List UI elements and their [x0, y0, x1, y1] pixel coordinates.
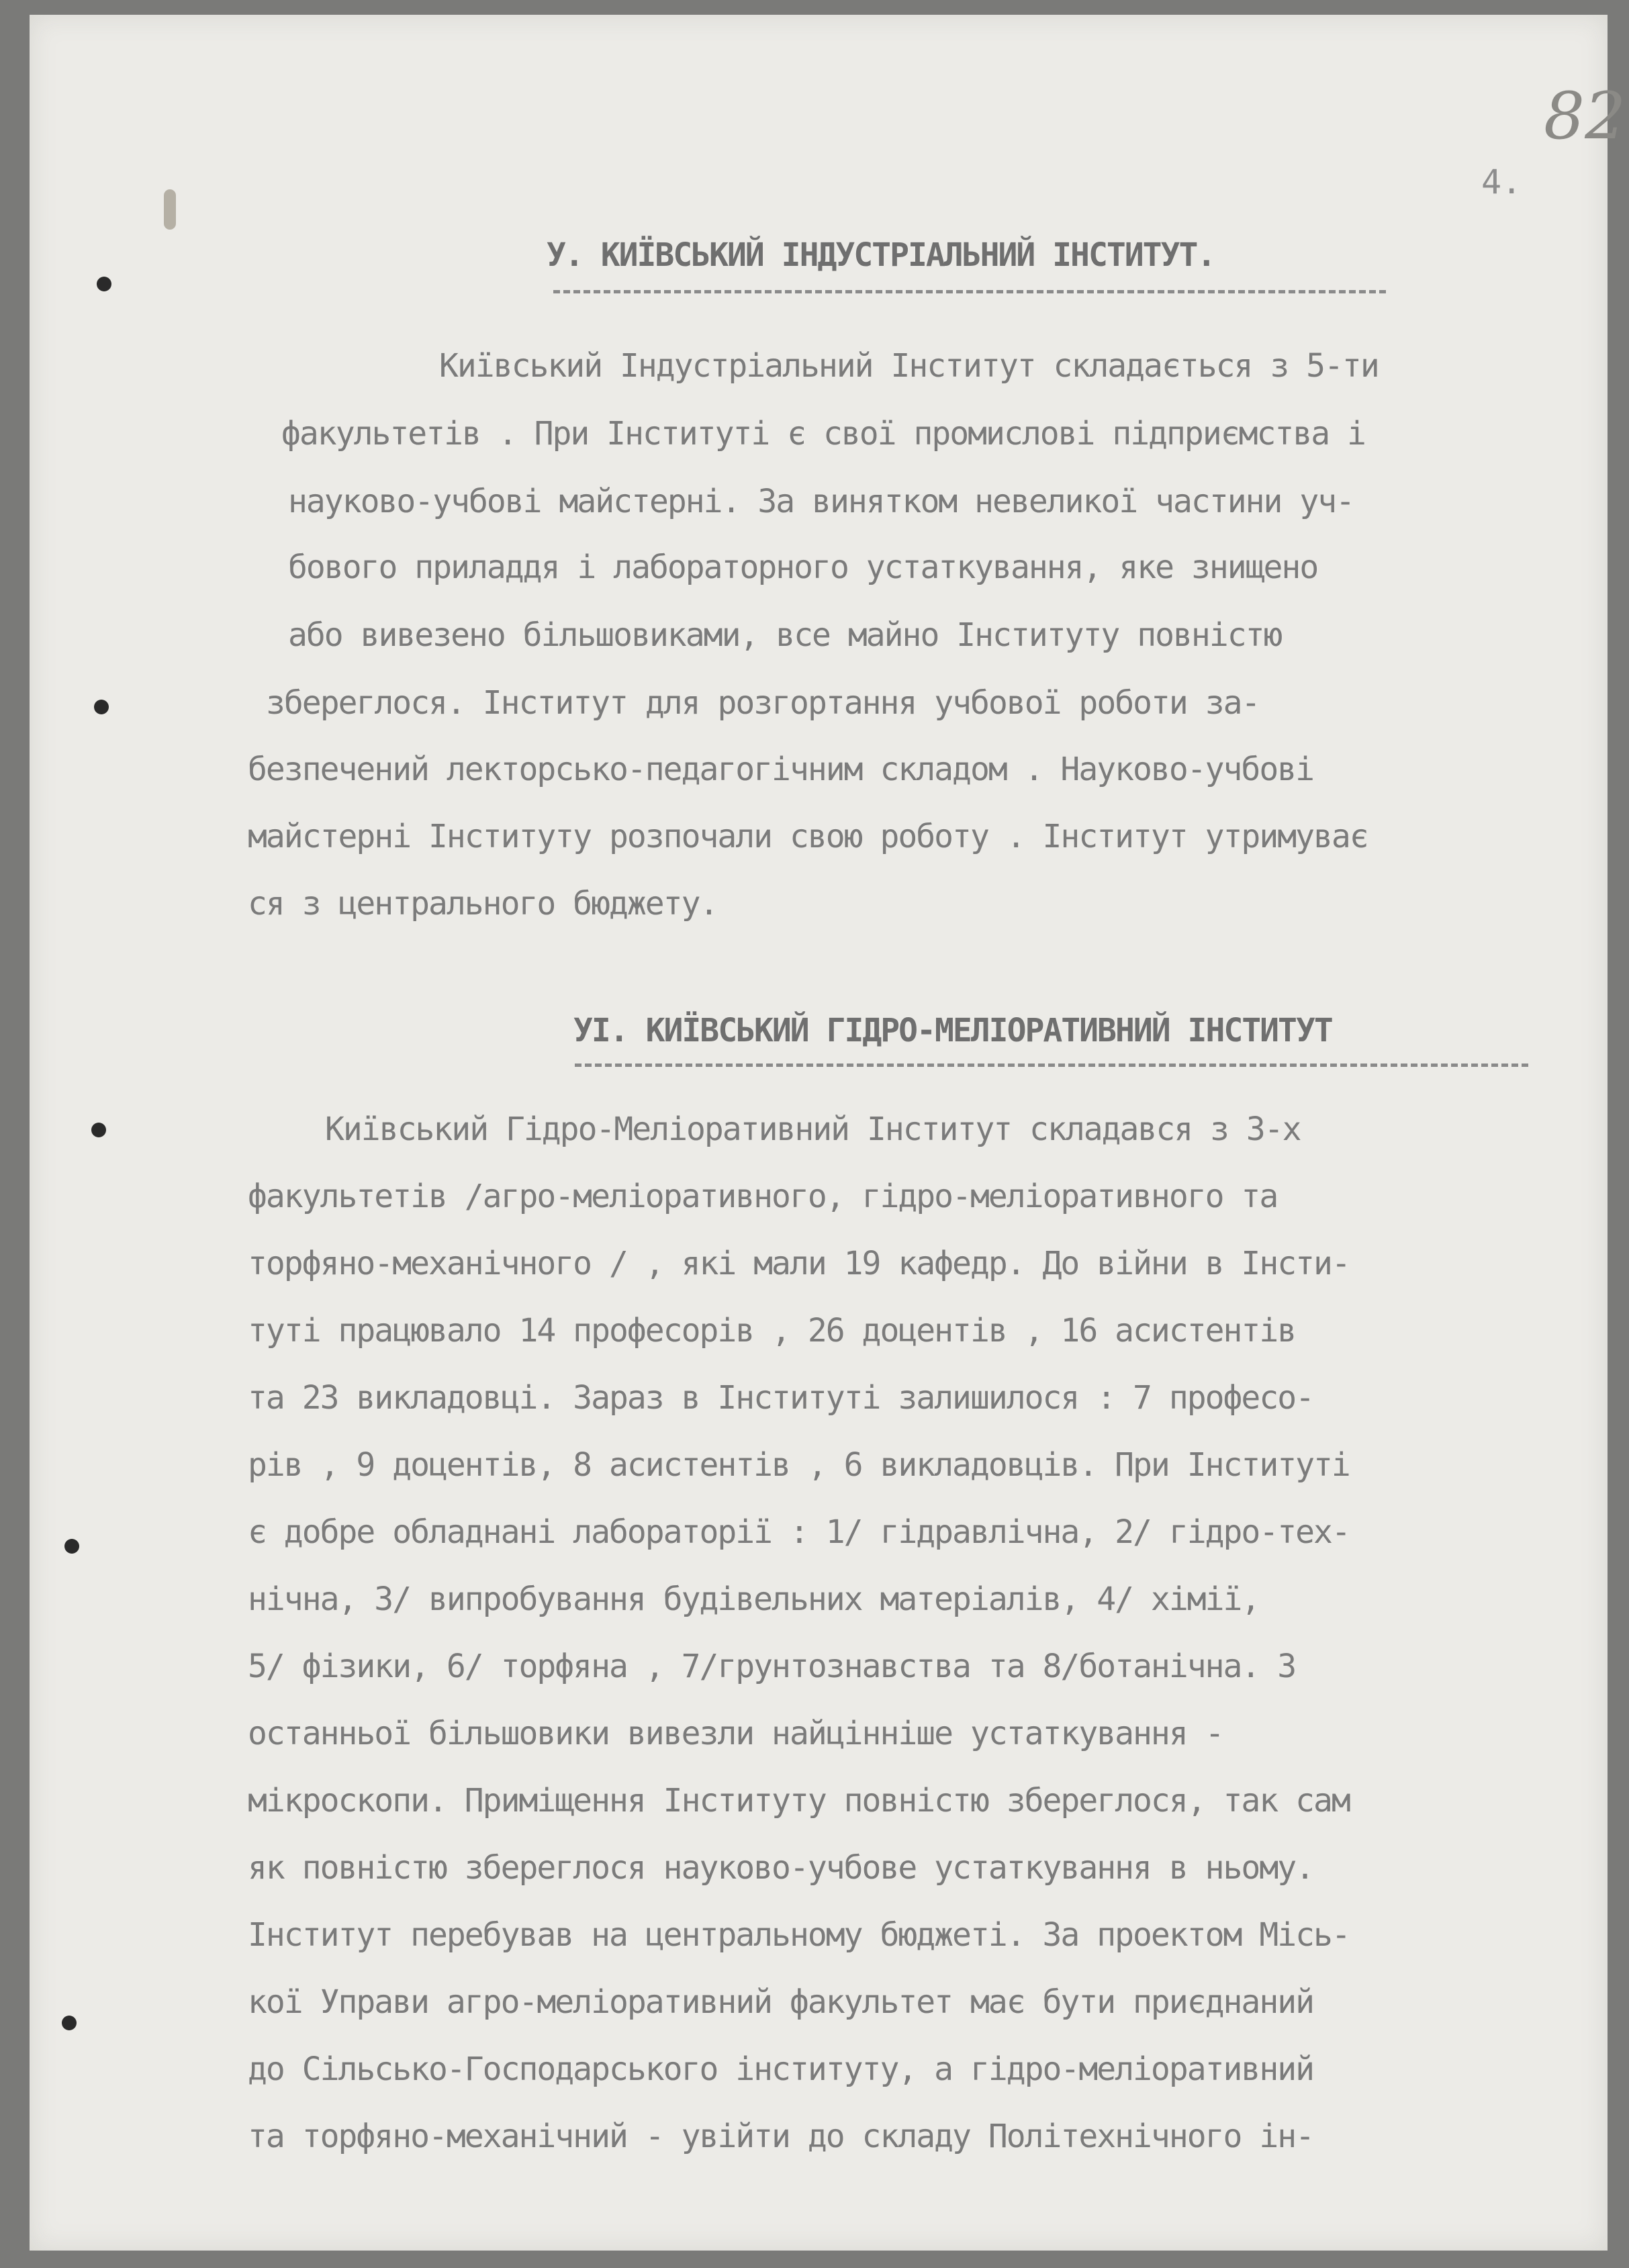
section6-line-8: нічна, 3/ випробування будівельних матеріалів, 4/ хімії,	[248, 1580, 1260, 1618]
section6-heading: УІ. КИЇВСЬКИЙ ГІДРО-МЕЛІОРАТИВНИЙ ІНСТИТУТ	[573, 1012, 1332, 1049]
section6-heading-underline	[575, 1064, 1528, 1067]
section6-line-14: кої Управи агро-меліоративний факультет має бути приєднаний	[248, 1983, 1314, 2021]
section6-line-16: та торфяно-механічний - увійти до складу Політехнічного ін-	[248, 2118, 1314, 2155]
section5-line-2: факультетів . При Інституті є свої промислові підприємства і	[281, 415, 1365, 453]
section6-line-6: рів , 9 доцентів, 8 асистентів , 6 викладовців. При Інституті	[248, 1446, 1350, 1484]
section6-line-4: туті працювало 14 професорів , 26 доцентів , 16 асистентів	[248, 1312, 1296, 1350]
folio-number: 82	[1544, 79, 1626, 154]
section6-line-15: до Сільсько-Господарського інституту, а гідро-меліоративний	[248, 2050, 1314, 2088]
section6-line-13: Інститут перебував на центральному бюджеті. За проектом Місь-	[248, 1916, 1350, 1954]
section6-line-10: останньої більшовики вивезли найцінніше устаткування -	[248, 1715, 1223, 1752]
section6-line-1: Київський Гідро-Меліоративний Інститут складався з 3-х	[325, 1111, 1301, 1148]
section6-line-12: як повністю збереглося науково-учбове устаткування в ньому.	[248, 1849, 1314, 1887]
section5-line-8: майстерні Інституту розпочали свою роботу . Інститут утримуває	[248, 818, 1368, 855]
punch-hole	[164, 189, 176, 230]
section5-line-5: або вивезено більшовиками, все майно Інституту повністю	[288, 616, 1282, 654]
section6-line-5: та 23 викладовці. Зараз в Інституті залишилося : 7 професо-	[248, 1379, 1314, 1417]
punch-hole	[91, 1123, 106, 1137]
section5-line-1: Київський Індустріальний Інститут складається з 5-ти	[439, 347, 1379, 385]
page-number: 4.	[1481, 162, 1522, 201]
section6-line-9: 5/ фізики, 6/ торфяна , 7/грунтознавства та 8/ботанічна. З	[248, 1648, 1296, 1685]
section6-line-3: торфяно-механічного / , які мали 19 кафедр. До війни в Інсти-	[248, 1245, 1350, 1282]
section5-heading: У. КИЇВСЬКИЙ ІНДУСТРІАЛЬНИЙ ІНСТИТУТ.	[547, 236, 1215, 274]
punch-hole	[64, 1539, 79, 1554]
section5-line-7: безпечений лекторсько-педагогічним складом . Науково-учбові	[248, 751, 1314, 788]
section5-line-6: збереглося. Інститут для розгортання учбової роботи за-	[266, 684, 1260, 722]
section6-line-11: мікроскопи. Приміщення Інституту повністю збереглося, так сам	[248, 1782, 1350, 1820]
section5-line-3: науково-учбові майстерні. За винятком невеликої частини уч-	[288, 483, 1354, 520]
section6-line-2: факультетів /агро-меліоративного, гідро-меліоративного та	[248, 1178, 1278, 1215]
punch-hole	[94, 700, 109, 714]
document-page	[30, 15, 1626, 2251]
section5-heading-underline	[553, 290, 1386, 293]
section5-line-4: бового приладдя і лабораторного устаткування, яке знищено	[288, 549, 1318, 586]
section6-line-7: є добре обладнані лабораторії : 1/ гідравлічна, 2/ гідро-тех-	[248, 1513, 1350, 1551]
punch-hole	[62, 2016, 77, 2030]
section5-line-9: ся з центрального бюджету.	[248, 885, 718, 923]
punch-hole	[97, 277, 111, 291]
